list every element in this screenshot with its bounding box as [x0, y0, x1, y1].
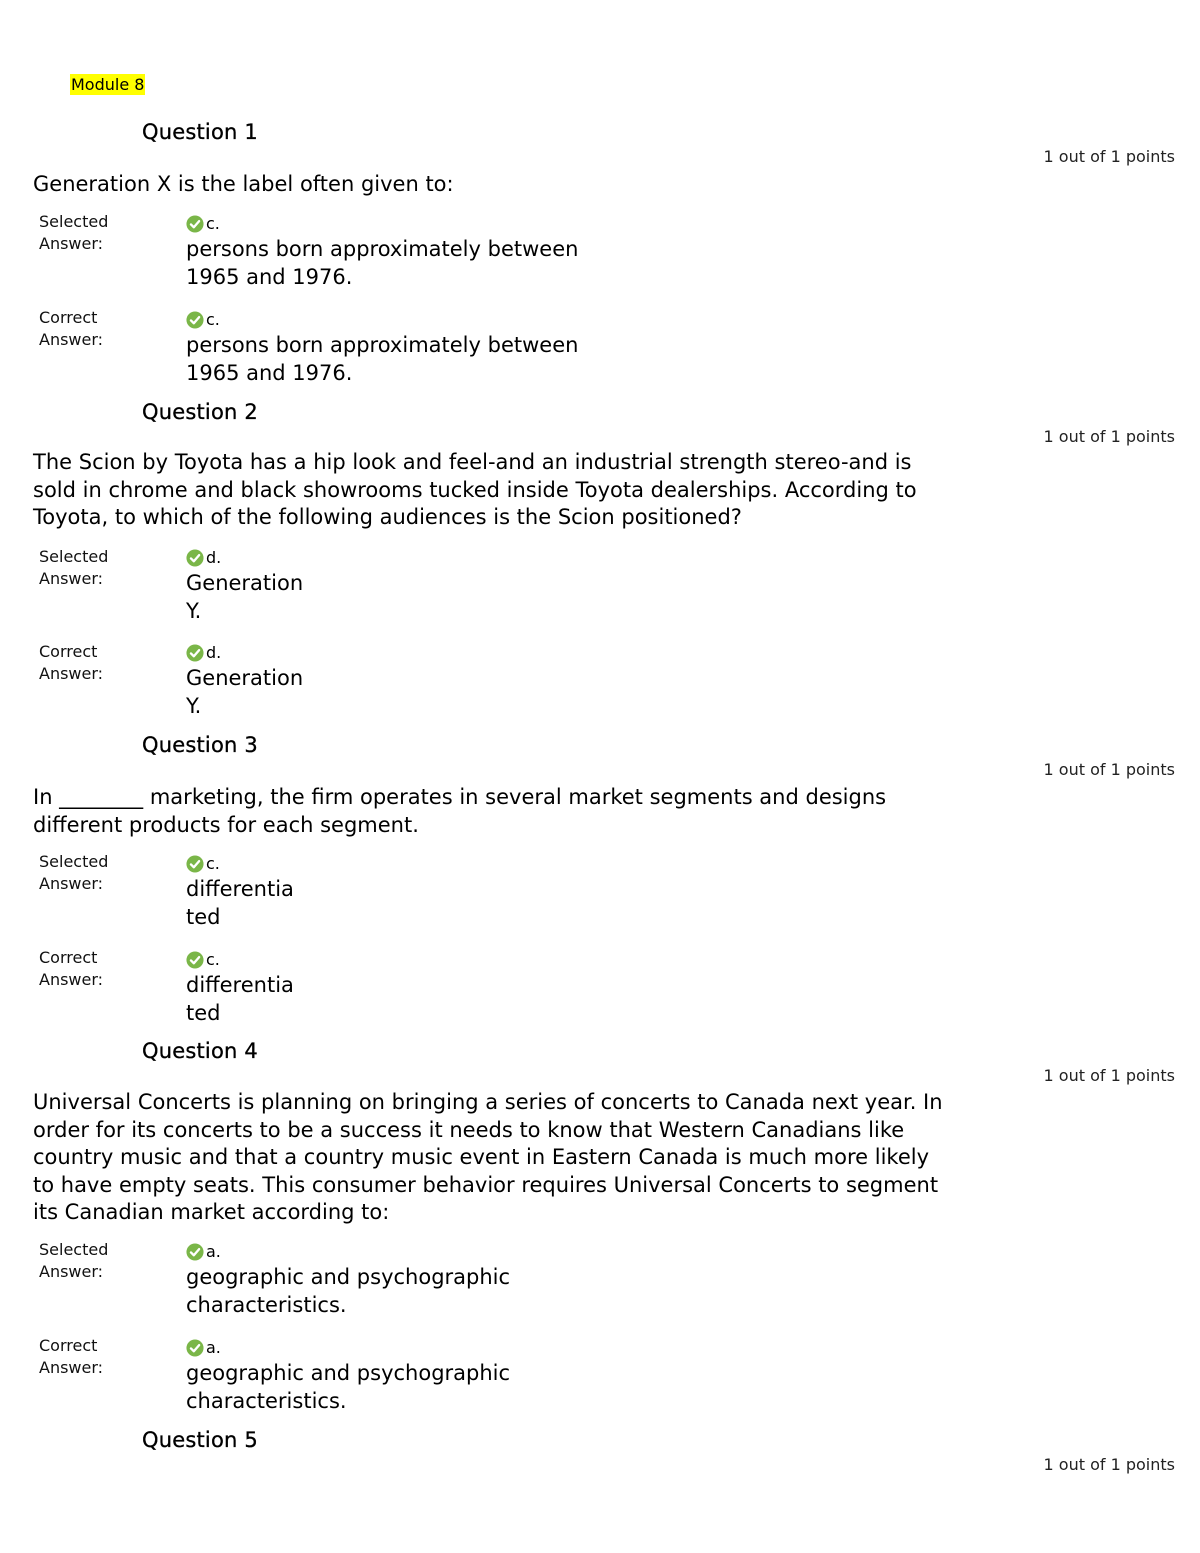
answer-text-line: ted	[186, 905, 221, 929]
question-text-line: Universal Concerts is planning on bringing a series of concerts to Canada next year. In	[33, 1090, 943, 1114]
answer-text-line: persons born approximately between	[186, 333, 579, 357]
question-text-line: The Scion by Toyota has a hip look and feel-and an industrial strength stereo-and is	[33, 450, 912, 474]
answer-letter: c.	[206, 950, 220, 969]
question-2-points: 1 out of 1 points	[1043, 427, 1175, 446]
answer-text-line: Generation	[186, 571, 304, 595]
question-4-text	[33, 1089, 1063, 1227]
answer-letter: c.	[206, 214, 220, 233]
answer-text-line: 1965 and 1976.	[186, 361, 353, 385]
answer-text-line: characteristics.	[186, 1293, 347, 1317]
question-3-text	[33, 784, 1063, 839]
check-circle-icon	[186, 951, 204, 969]
check-circle-icon	[186, 855, 204, 873]
answer-letter: a.	[206, 1338, 221, 1357]
question-1-correct-answer	[186, 309, 578, 387]
answer-text-line: geographic and psychographic	[186, 1265, 511, 1289]
answer-letter: d.	[206, 548, 222, 567]
answer-text-line: 1965 and 1976.	[186, 265, 353, 289]
question-4-title: Question 4	[142, 1039, 258, 1063]
module-title: Module 8	[71, 75, 145, 94]
question-text-line: country music and that a country music event in Eastern Canada is much more likely	[33, 1145, 929, 1169]
answer-text-line: Generation	[186, 666, 304, 690]
question-1-points: 1 out of 1 points	[1043, 147, 1175, 166]
answer-letter: d.	[206, 643, 222, 662]
question-text-line: In ________ marketing, the firm operates in several market segments and designs	[33, 785, 887, 809]
question-text-line: Toyota, to which of the following audiences is the Scion positioned?	[33, 505, 742, 529]
correct-answer-label: Correct Answer:	[39, 308, 104, 349]
answer-letter: a.	[206, 1242, 221, 1261]
check-circle-icon	[186, 1339, 204, 1357]
selected-answer-label: Selected Answer:	[39, 212, 109, 253]
question-text-line: sold in chrome and black showrooms tucked inside Toyota dealerships. According to	[33, 477, 917, 502]
question-3-title: Question 3	[142, 733, 258, 757]
answer-text-line: ted	[186, 1001, 221, 1025]
answer-text-line: Y.	[186, 694, 202, 718]
question-4-points: 1 out of 1 points	[1043, 1066, 1175, 1085]
check-circle-icon	[186, 311, 204, 329]
answer-text-line: differentia	[186, 973, 294, 997]
question-1-text: Generation X is the label often given to:	[33, 172, 454, 196]
question-1-selected-answer	[186, 213, 578, 291]
correct-answer-label: Correct Answer:	[39, 948, 104, 989]
selected-answer-label: Selected Answer:	[39, 547, 109, 588]
question-5-points: 1 out of 1 points	[1043, 1455, 1175, 1474]
answer-text-line: characteristics.	[186, 1389, 347, 1413]
question-text-line: different products for each segment.	[33, 812, 419, 837]
answer-text-line: geographic and psychographic	[186, 1361, 511, 1385]
question-3-correct-answer	[186, 949, 294, 1027]
selected-answer-label: Selected Answer:	[39, 852, 109, 893]
selected-answer-label: Selected Answer:	[39, 1240, 109, 1281]
question-2-selected-answer	[186, 547, 303, 625]
question-1-title: Question 1	[142, 120, 258, 144]
question-4-correct-answer	[186, 1337, 510, 1415]
question-2-correct-answer	[186, 642, 303, 720]
question-2-title: Question 2	[142, 400, 258, 424]
check-circle-icon	[186, 215, 204, 233]
question-text-line: its Canadian market according to:	[33, 1200, 390, 1224]
question-text-line: to have empty seats. This consumer behavior requires Universal Concerts to segment	[33, 1172, 939, 1197]
check-circle-icon	[186, 644, 204, 662]
correct-answer-label: Correct Answer:	[39, 642, 104, 683]
answer-letter: c.	[206, 854, 220, 873]
correct-answer-label: Correct Answer:	[39, 1336, 104, 1377]
question-4-selected-answer	[186, 1241, 510, 1319]
answer-letter: c.	[206, 310, 220, 329]
question-2-text	[33, 449, 1063, 532]
question-3-selected-answer	[186, 853, 294, 931]
question-5-title: Question 5	[142, 1428, 258, 1452]
answer-text-line: differentia	[186, 877, 294, 901]
question-text-line: order for its concerts to be a success it needs to know that Western Canadians like	[33, 1117, 905, 1142]
question-3-points: 1 out of 1 points	[1043, 760, 1175, 779]
answer-text-line: persons born approximately between	[186, 237, 579, 261]
answer-text-line: Y.	[186, 599, 202, 623]
check-circle-icon	[186, 549, 204, 567]
check-circle-icon	[186, 1243, 204, 1261]
